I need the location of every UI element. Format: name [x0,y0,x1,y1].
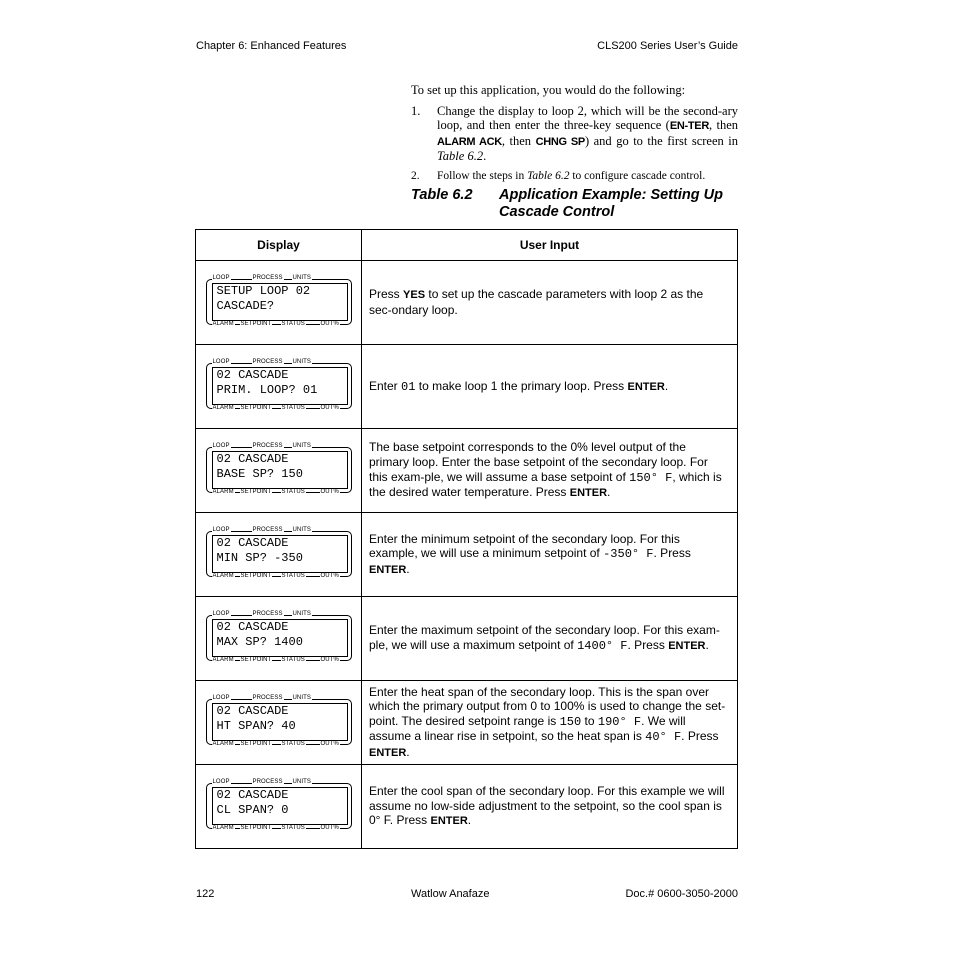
lcd-label-out: OUT% [320,488,339,495]
input-text: . [664,378,669,393]
step-2 [411,169,738,184]
lcd-display [206,775,352,839]
lcd-line-1: SETUP LOOP 02 [216,283,311,298]
step-1 [411,104,738,164]
user-input-cell [362,261,738,345]
key-alarm-ack: ALARM ACK [437,135,502,148]
input-text: to [581,713,598,728]
lcd-label-units: UNITS [292,526,311,533]
lcd-label-alarm: ALARM [212,740,234,747]
footer-company: Watlow Anafaze [411,888,490,900]
value-code: 150° F [629,470,673,485]
lcd-label-status: STATUS [281,488,305,495]
lcd-label-out: OUT% [320,824,339,831]
lcd-label-process: PROCESS [252,442,283,449]
lcd-label-alarm: ALARM [212,320,234,327]
value-code: 40° F [645,730,682,745]
input-text: . [467,813,472,828]
lcd-display [206,271,352,335]
step-text: . [483,149,487,164]
input-text: . We will assume a linear rise in setpoint, so the heat span is [369,713,686,744]
input-text: . Press [627,638,669,652]
lcd-label-units: UNITS [292,694,311,701]
cascade-setup-table [195,229,738,849]
lcd-label-loop: LOOP [212,778,230,785]
lcd-line-1: 02 CASCADE [216,619,289,634]
lcd-screen [212,367,348,405]
table-row [196,513,738,597]
lcd-line-1: 02 CASCADE [216,787,289,802]
intro-lead: To set up this application, you would do the following: [411,83,686,97]
lcd-line-2: CL SPAN? 0 [216,802,289,817]
input-text: . [406,561,410,576]
steps-list [411,104,738,184]
key-enter: ENTER [369,746,407,759]
lcd-label-out: OUT% [320,656,339,663]
lcd-label-process: PROCESS [252,274,283,281]
lcd-label-alarm: ALARM [212,488,234,495]
display-cell [196,765,362,849]
table-row [196,261,738,345]
step-text: ) and go to the first screen in [584,133,739,148]
lcd-label-units: UNITS [292,442,311,449]
user-input-cell [362,765,738,849]
table-header-row [196,230,738,261]
user-input-cell [362,513,738,597]
lcd-line-1: 02 CASCADE [216,703,289,718]
display-cell [196,513,362,597]
table-body [196,261,738,849]
lcd-display [206,355,352,419]
user-input-cell [362,345,738,429]
display-cell [196,681,362,765]
lcd-label-status: STATUS [281,572,305,579]
value-code: -350° F [603,547,654,562]
table-row [196,345,738,429]
table-row [196,765,738,849]
key-enter: ENTER [430,815,468,828]
lcd-label-setpoint: SETPOINT [240,824,272,831]
input-text: . [705,638,709,652]
table-title: Application Example: Setting Up Cascade Control [499,187,723,220]
lcd-label-units: UNITS [292,274,311,281]
lcd-screen [212,283,348,321]
lcd-label-out: OUT% [320,740,339,747]
value-code: 150 [559,714,582,729]
lcd-label-loop: LOOP [212,442,230,449]
lcd-label-status: STATUS [281,824,305,831]
display-column-header: Display [196,230,362,261]
input-text: Enter [369,378,402,393]
lcd-label-loop: LOOP [212,526,230,533]
lcd-label-process: PROCESS [252,526,283,533]
lcd-label-process: PROCESS [252,778,283,785]
lcd-label-setpoint: SETPOINT [240,488,272,495]
input-text: , which is the desired water temperature. Press [369,469,722,500]
lcd-label-process: PROCESS [252,694,283,701]
lcd-label-setpoint: SETPOINT [240,404,272,411]
lcd-line-2: MAX SP? 1400 [216,634,303,649]
input-text: to make loop 1 the primary loop. Press [415,378,628,393]
input-text: The base setpoint corresponds to the 0% level output of the primary loop. Enter the base setpoint of the secondary loop. For this exam-ple, we will assume a base setpoint of [369,440,708,484]
lcd-display [206,439,352,503]
input-text: Enter the maximum setpoint of the secondary loop. For this exam-ple, we will use a maximum setpoint of [369,623,720,652]
input-text: Enter the minimum setpoint of the secondary loop. For this example, we will use a minimum setpoint of [369,531,680,561]
input-text: Enter the cool span of the secondary loop. For this example we will assume no low-side adjustment to the setpoint, so the cool span is 0° F. Press [369,784,725,828]
key-enter: EN-TER [669,120,709,133]
table-reference: Table 6.2 [437,149,484,164]
key-enter: ENTER [369,563,407,576]
lcd-label-status: STATUS [281,740,305,747]
step-text: Follow the steps in [437,169,528,182]
lcd-line-2: HT SPAN? 40 [216,718,296,733]
table-row [196,681,738,765]
table-row [196,597,738,681]
step-text: Change the display to loop 2, which will be the second-ary loop, and then enter the three-key sequence ( [437,103,738,133]
lcd-label-loop: LOOP [212,610,230,617]
lcd-label-setpoint: SETPOINT [240,572,272,579]
lcd-label-setpoint: SETPOINT [240,740,272,747]
display-cell [196,429,362,513]
lcd-line-2: MIN SP? -350 [216,550,303,565]
lcd-screen [212,535,348,573]
user-input-column-header: User Input [362,230,738,261]
lcd-screen [212,703,348,741]
lcd-label-process: PROCESS [252,358,283,365]
input-text: to set up the cascade parameters with loop 2 as the sec-ondary loop. [369,287,704,317]
lcd-line-2: CASCADE? [216,298,275,313]
lcd-label-setpoint: SETPOINT [240,656,272,663]
display-cell [196,345,362,429]
input-text: . [607,485,611,500]
key-chng-sp: CHNG SP [535,135,585,148]
lcd-label-units: UNITS [292,778,311,785]
value-code: 01 [401,379,416,394]
table-caption [411,187,741,221]
lcd-label-status: STATUS [281,404,305,411]
lcd-label-loop: LOOP [212,358,230,365]
step-text: , then [501,133,536,148]
lcd-screen [212,619,348,657]
header-guide-title: CLS200 Series User’s Guide [597,40,738,52]
lcd-display [206,607,352,671]
user-input-cell [362,597,738,681]
input-text: Enter the heat span of the secondary loop. This is the span over which the primary output from 0 to 100% is used to change the set-point. The desired setpoint range is [369,684,726,728]
key-yes: YES [403,289,426,302]
lcd-line-1: 02 CASCADE [216,367,289,382]
lcd-label-loop: LOOP [212,274,230,281]
header-chapter: Chapter 6: Enhanced Features [196,40,347,52]
lcd-display [206,523,352,587]
lcd-line-1: 02 CASCADE [216,451,289,466]
lcd-line-2: BASE SP? 150 [216,466,303,481]
lcd-label-units: UNITS [292,358,311,365]
step-number: 1. [411,103,421,118]
lcd-screen [212,451,348,489]
lcd-line-2: PRIM. LOOP? 01 [216,382,318,397]
step-number: 2. [411,169,420,182]
key-enter: ENTER [627,380,665,393]
user-input-cell [362,681,738,765]
table-row [196,429,738,513]
step-text: to configure cascade control. [569,169,706,182]
lcd-label-status: STATUS [281,320,305,327]
footer-doc-number: Doc.# 0600-3050-2000 [625,888,738,900]
lcd-label-status: STATUS [281,656,305,663]
display-cell [196,261,362,345]
step-text: , then [708,118,738,133]
lcd-display [206,691,352,755]
key-enter: ENTER [569,487,608,500]
lcd-label-out: OUT% [320,404,339,411]
lcd-label-out: OUT% [320,320,339,327]
input-text: Press [369,287,404,302]
lcd-label-out: OUT% [320,572,339,579]
lcd-label-alarm: ALARM [212,572,234,579]
lcd-label-alarm: ALARM [212,824,234,831]
lcd-label-alarm: ALARM [212,404,234,411]
input-text: . [406,744,410,759]
lcd-label-alarm: ALARM [212,656,234,663]
lcd-line-1: 02 CASCADE [216,535,289,550]
value-code: 1400° F [577,639,628,653]
lcd-label-units: UNITS [292,610,311,617]
page-number: 122 [196,888,215,900]
lcd-label-loop: LOOP [212,694,230,701]
value-code: 190° F [597,714,642,729]
intro-section [411,83,738,189]
input-text: . Press [653,546,691,561]
lcd-label-process: PROCESS [252,610,283,617]
user-input-cell [362,429,738,513]
table-number: Table 6.2 [411,187,473,203]
lcd-screen [212,787,348,825]
input-text: . Press [681,729,719,744]
key-enter: ENTER [668,640,706,652]
lcd-label-setpoint: SETPOINT [240,320,272,327]
table-reference: Table 6.2 [527,169,570,182]
display-cell [196,597,362,681]
